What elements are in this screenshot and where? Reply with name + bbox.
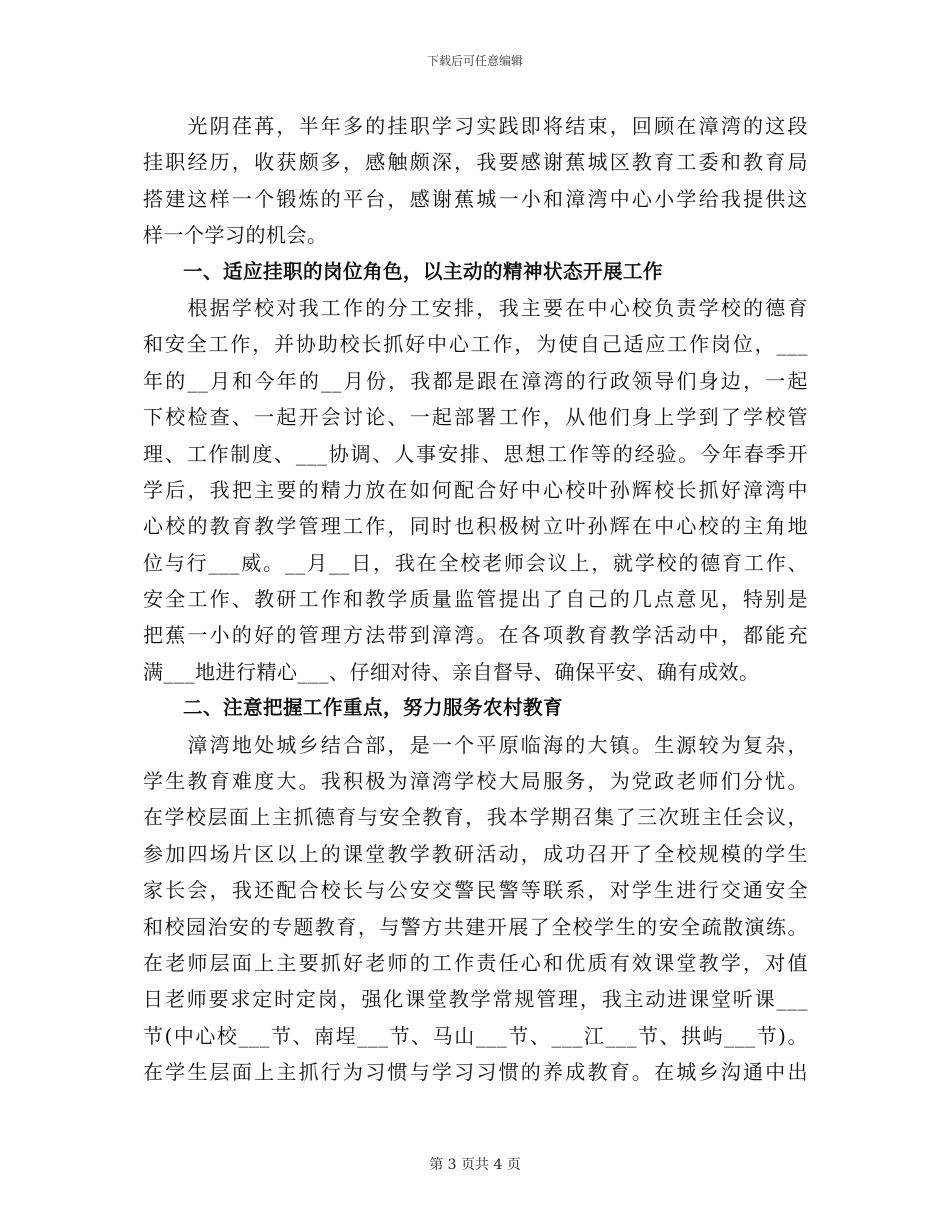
paragraph-line: 和安全工作，并协助校长抓好中心工作，为使自己适应工作岗位，___ — [143, 332, 808, 357]
page-footer: 第 3 页共 4 页 — [429, 1157, 521, 1173]
paragraph-line: 样一个学习的机会。 — [143, 223, 328, 248]
page-header: 下载后可任意编辑 — [426, 54, 523, 68]
paragraph-line: 把蕉一小的好的管理方法带到漳湾。在各项教育教学活动中，都能充 — [143, 623, 808, 648]
paragraph-line: 节(中心校___节、南埕___节、马山___节、___江___节、拱屿___节)。 — [143, 1023, 808, 1048]
paragraph-line: 参加四场片区以上的课堂教学教研活动，成功召开了全校规模的学生 — [143, 841, 808, 866]
paragraph-line: 满___地进行精心___、仔细对待、亲自督导、确保平安、确有成效。 — [143, 659, 760, 684]
paragraph-line: 安全工作、教研工作和教学质量监管提出了自己的几点意见，特别是 — [143, 587, 808, 612]
paragraph-line: 学后，我把主要的精力放在如何配合好中心校叶孙辉校长抓好漳湾中 — [143, 477, 808, 502]
paragraph-line: 家长会，我还配合校长与公安交警民警等联系，对学生进行交通安全 — [143, 878, 808, 903]
paragraph-line: 日老师要求定时定岗，强化课堂教学常规管理，我主动进课堂听课___ — [143, 987, 808, 1012]
document-body — [143, 108, 808, 1091]
paragraph-line: 下校检查、一起开会讨论、一起部署工作，从他们身上学到了学校管 — [143, 405, 808, 430]
paragraph-line: 心校的教育教学管理工作，同时也积极树立叶孙辉在中心校的主角地 — [143, 514, 808, 539]
paragraph-line: 在老师层面上主要抓好老师的工作责任心和优质有效课堂教学，对值 — [143, 950, 808, 975]
paragraph-line: 搭建这样一个锻炼的平台，感谢蕉城一小和漳湾中心小学给我提供这 — [143, 186, 808, 211]
section-heading-2: 二、注意把握工作重点，努力服务农村教育 — [143, 696, 564, 720]
paragraph-line: 根据学校对我工作的分工安排，我主要在中心校负责学校的德育 — [143, 295, 808, 320]
paragraph-line: 理、工作制度、___协调、人事安排、思想工作等的经验。今年春季开 — [143, 441, 808, 466]
paragraph-line: 漳湾地处城乡结合部，是一个平原临海的大镇。生源较为复杂， — [143, 732, 808, 757]
paragraph-line: 和校园治安的专题教育，与警方共建开展了全校学生的安全疏散演练。 — [143, 914, 808, 939]
paragraph-line: 位与行___威。__月__日，我在全校老师会议上，就学校的德育工作、 — [143, 550, 808, 575]
paragraph-line: 光阴荏苒，半年多的挂职学习实践即将结束，回顾在漳湾的这段 — [143, 114, 808, 138]
paragraph-line: 在学校层面上主抓德育与安全教育，我本学期召集了三次班主任会议， — [143, 805, 808, 830]
paragraph-line: 在学生层面上主抓行为习惯与学习习惯的养成教育。在城乡沟通中出 — [143, 1060, 808, 1085]
section-heading-1: 一、适应挂职的岗位角色，以主动的精神状态开展工作 — [143, 259, 664, 283]
paragraph-line: 学生教育难度大。我积极为漳湾学校大局服务，为党政老师们分忧。 — [143, 769, 808, 794]
paragraph-line: 年的__月和今年的__月份，我都是跟在漳湾的行政领导们身边，一起 — [143, 368, 808, 393]
paragraph-line: 挂职经历，收获颇多，感触颇深，我要感谢蕉城区教育工委和教育局 — [143, 150, 808, 175]
